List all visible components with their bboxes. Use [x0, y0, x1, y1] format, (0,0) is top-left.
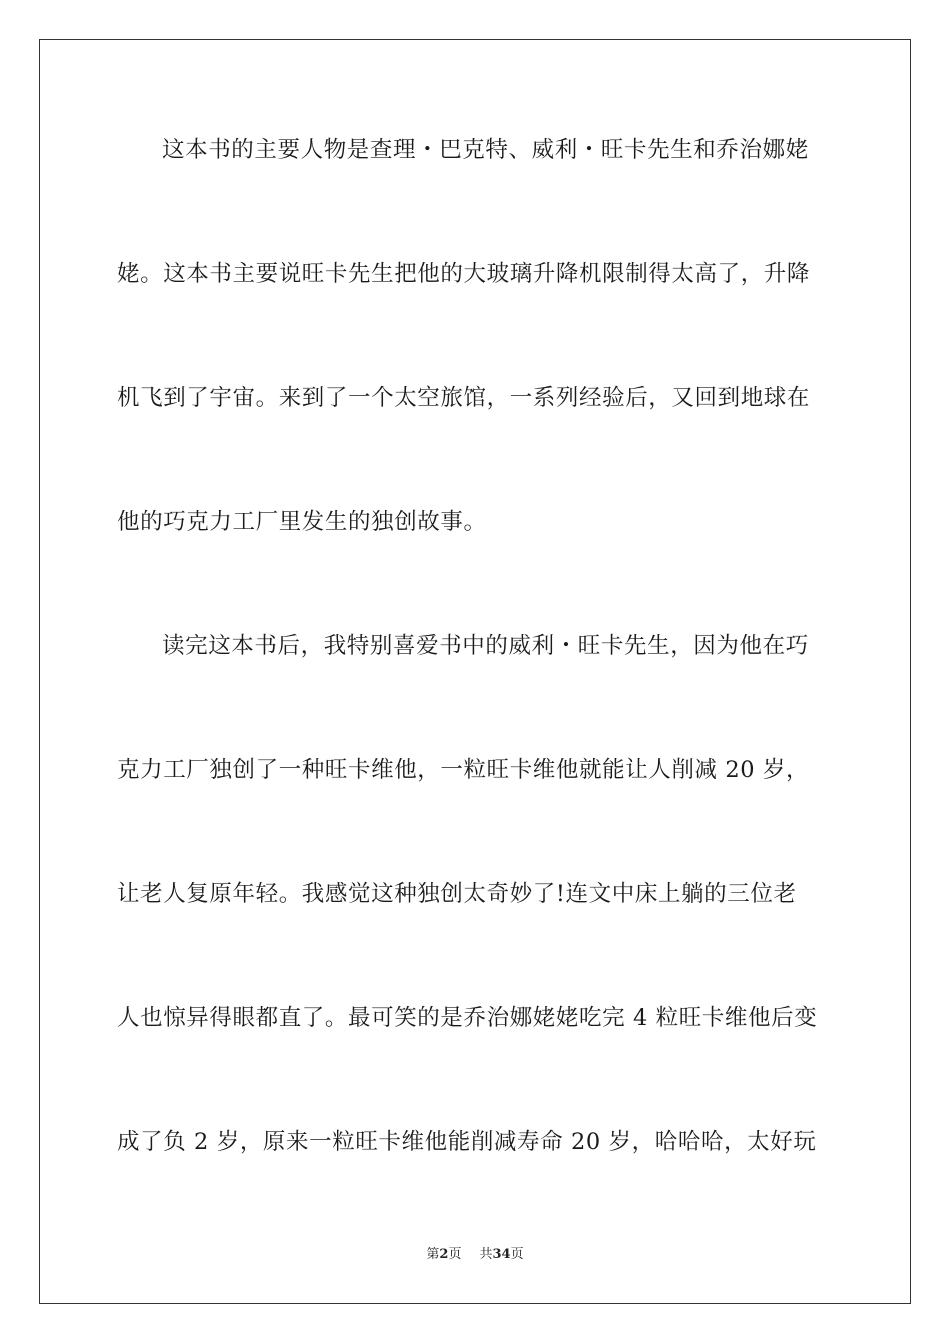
- paragraph-2-line-4: 人也惊异得眼都直了。最可笑的是乔治娜姥姥吃完 4 粒旺卡维他后变: [117, 1005, 818, 1031]
- footer-page-prefix: 第: [426, 1247, 440, 1262]
- footer-page-number: 2: [439, 1247, 449, 1262]
- footer-total-pages: 34: [492, 1247, 511, 1262]
- paragraph-1-line-4: 他的巧克力工厂里发生的独创故事。: [117, 509, 487, 535]
- paragraph-2-line-2: 克力工厂独创了一种旺卡维他，一粒旺卡维他就能让人削减 20 岁，: [117, 757, 810, 783]
- paragraph-1-line-1: 这本书的主要人物是查理・巴克特、威利・旺卡先生和乔治娜姥: [162, 137, 809, 163]
- page-border: [39, 39, 911, 1304]
- paragraph-2-line-5: 成了负 2 岁，原来一粒旺卡维他能削减寿命 20 岁，哈哈哈，太好玩: [117, 1129, 817, 1155]
- paragraph-2-line-3: 让老人复原年轻。我感觉这种独创太奇妙了!连文中床上躺的三位老: [117, 881, 797, 907]
- footer-total-prefix: 共: [479, 1247, 493, 1262]
- footer-total-suffix: 页: [510, 1247, 524, 1262]
- paragraph-1-line-3: 机飞到了宇宙。来到了一个太空旅馆，一系列经验后，又回到地球在: [117, 385, 811, 411]
- paragraph-2-line-1: 读完这本书后，我特别喜爱书中的威利・旺卡先生，因为他在巧: [162, 633, 809, 659]
- footer-page-suffix: 页: [448, 1247, 462, 1262]
- page-footer: [0, 1246, 950, 1264]
- paragraph-1-line-2: 姥。这本书主要说旺卡先生把他的大玻璃升降机限制得太高了，升降: [117, 261, 811, 287]
